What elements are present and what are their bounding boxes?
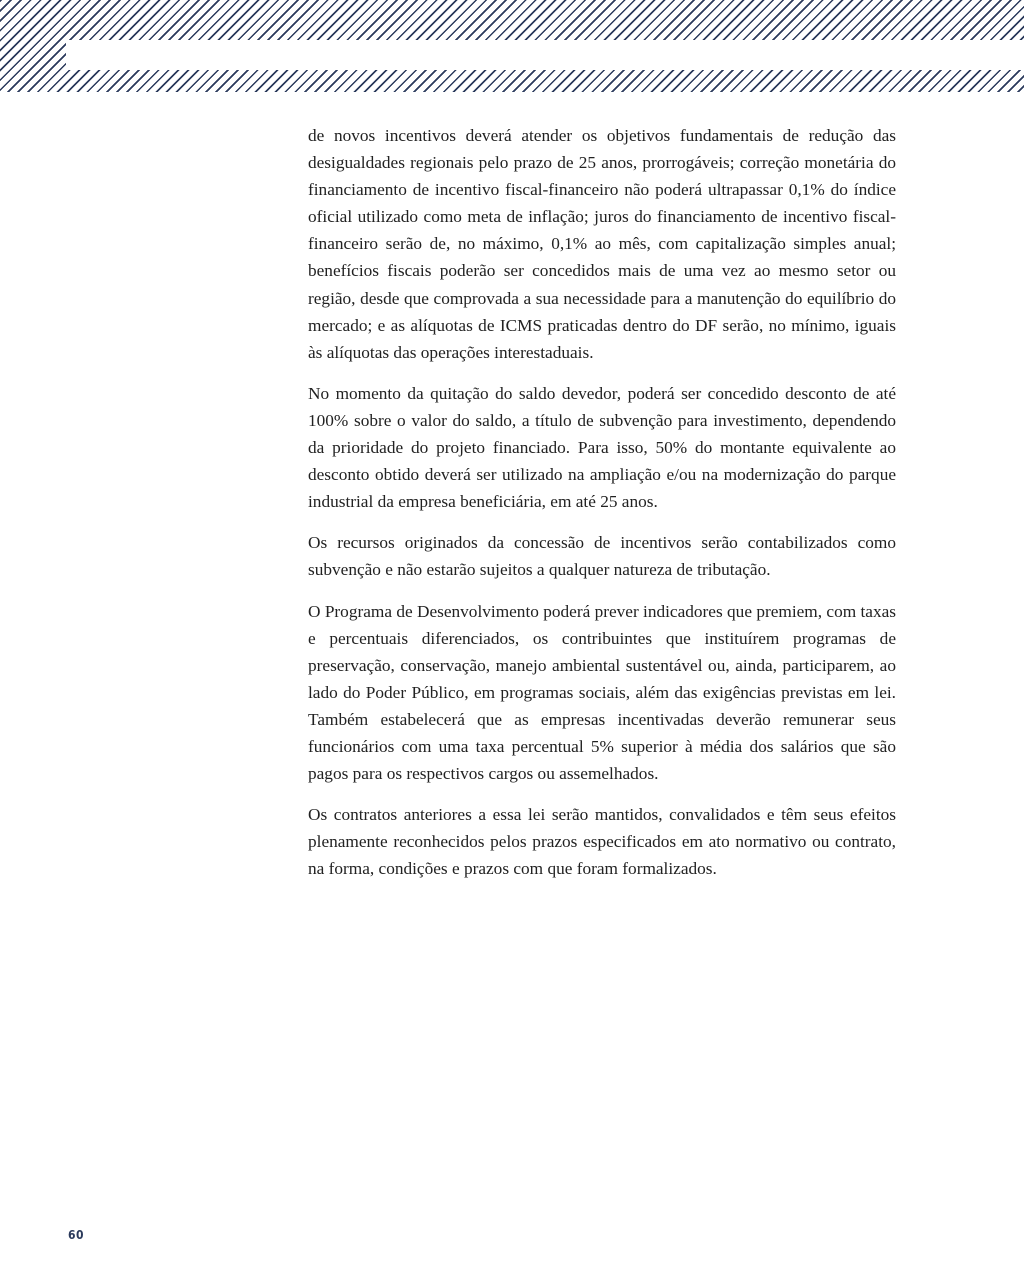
paragraph: No momento da quitação do saldo devedor, poderá ser concedido desconto de até 100% sobre o valor do saldo, a título de subvenção para investimento, dependendo da prioridade do projeto financiado. Para isso, 50% do montante equivalente ao desconto obtido deverá ser utilizado na ampliação e/ou na modernização do parque industrial da empresa beneficiária, em até 25 anos. [308, 383, 896, 512]
header-stripe-band [0, 0, 1024, 92]
paragraph: Os contratos anteriores a essa lei serão mantidos, convalidados e têm seus efeitos plenamente reconhecidos pelos prazos especificados em ato normativo ou contrato, na forma, condições e prazos com que foram formalizados. [308, 805, 896, 879]
paragraph: de novos incentivos deverá atender os objetivos fundamentais de redução das desigualdades regionais pelo prazo de 25 anos, prorrogáveis; correção monetária do financiamento de incentivo fiscal-financeiro não poderá ultrapassar 0,1% do índice oficial utilizado como meta de inflação; juros do financiamento de incentivo fiscal-financeiro serão de, no máximo, 0,1% ao mês, com capitalização simples anual; benefícios fiscais poderão ser concedidos mais de uma vez ao mesmo setor ou região, desde que comprovada a sua necessidade para a manutenção do equilíbrio do mercado; e as alíquotas de ICMS praticadas dentro do DF serão, no mínimo, iguais às alíquotas das operações interestaduais. [308, 126, 896, 362]
body-text [308, 122, 896, 896]
paragraph: Os recursos originados da concessão de incentivos serão contabilizados como subvenção e não estarão sujeitos a qualquer natureza de tributação. [308, 533, 896, 580]
header-title-strip [66, 40, 1024, 70]
paragraph: O Programa de Desenvolvimento poderá prever indicadores que premiem, com taxas e percentuais diferenciados, os contribuintes que instituírem programas de preservação, conservação, manejo ambiental sustentável ou, ainda, participarem, ao lado do Poder Público, em programas sociais, além das exigências previstas em lei. Também estabelecerá que as empresas incentivadas deverão remunerar seus funcionários com uma taxa percentual 5% superior à média dos salários que são pagos para os respectivos cargos ou assemelhados. [308, 601, 896, 784]
page-number: 60 [68, 1228, 85, 1242]
